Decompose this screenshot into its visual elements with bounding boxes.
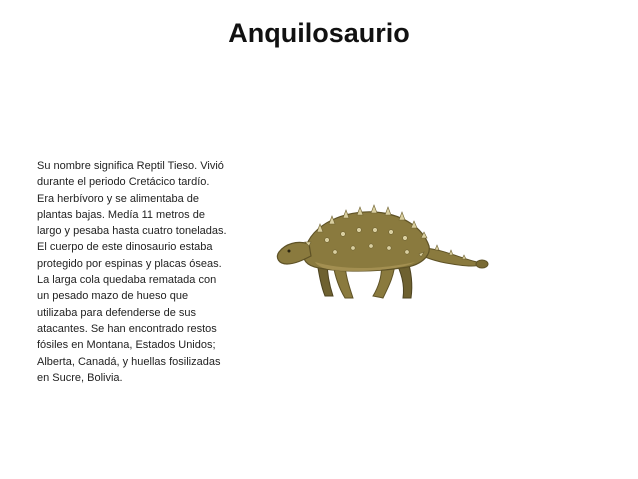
description-line: El cuerpo de este dinosaurio estaba	[37, 241, 213, 254]
description-line: un pesado mazo de hueso que	[37, 290, 189, 303]
description-line: durante el periodo Cretácico tardío.	[37, 176, 210, 189]
description-line: Era herbívoro y se alimentaba de	[37, 192, 200, 205]
eye	[288, 250, 291, 253]
tail-club	[476, 260, 488, 268]
description-line: plantas bajas. Medía 11 metros de	[37, 208, 205, 221]
description-line: utilizaba para defenderse de sus	[37, 306, 196, 319]
description-line: Alberta, Canadá, y huellas fosilizadas	[37, 355, 221, 368]
description-line: Su nombre significa Reptil Tieso. Vivió	[37, 160, 224, 172]
description-line: atacantes. Se han encontrado restos	[37, 322, 217, 335]
description-line: en Sucre, Bolivia.	[37, 371, 123, 384]
slide-title: Anquilosaurio	[228, 18, 410, 48]
tail	[423, 248, 481, 266]
description-text	[37, 158, 242, 386]
description-line: La larga cola quedaba rematada con	[37, 274, 217, 287]
body	[304, 212, 429, 271]
description-line: protegido por espinas y placas óseas.	[37, 257, 222, 270]
ankylosaurus-illustration	[255, 180, 495, 310]
description-line: largo y pesaba hasta cuatro toneladas.	[37, 225, 227, 238]
description-line: fósiles en Montana, Estados Unidos;	[37, 339, 216, 352]
